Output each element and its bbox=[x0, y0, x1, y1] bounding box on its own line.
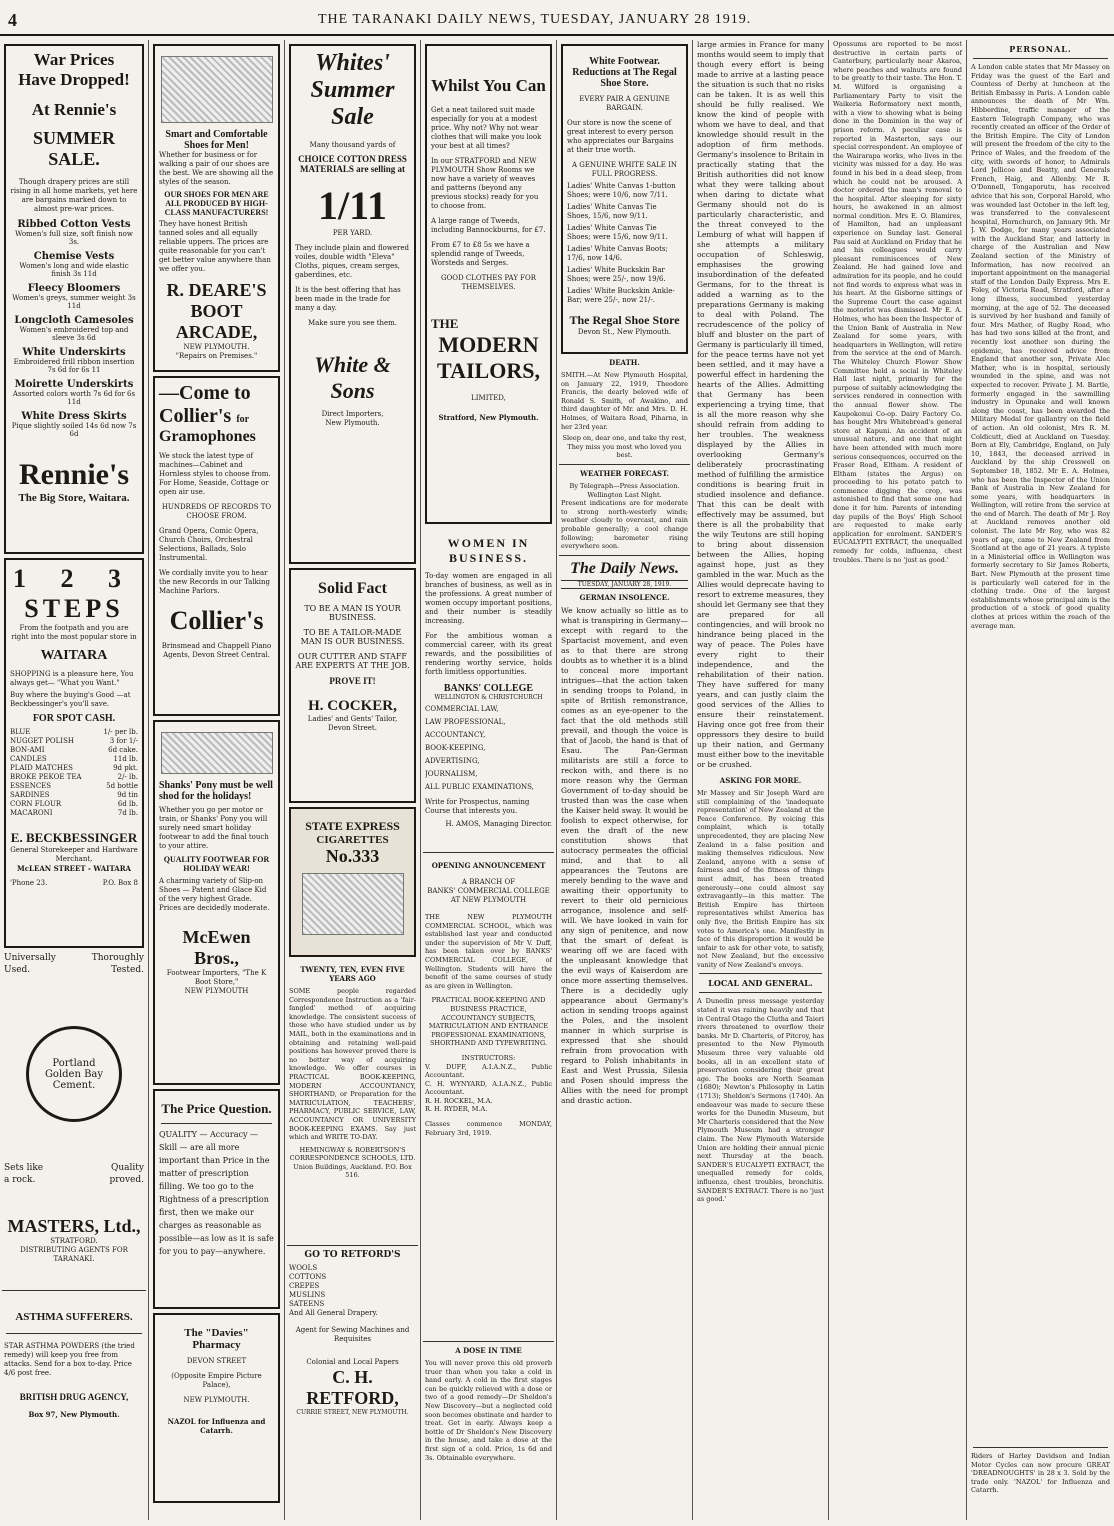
ad-text: Many thousand yards of bbox=[309, 141, 396, 149]
retford-item: CREPES bbox=[289, 1282, 320, 1290]
death-notice bbox=[561, 358, 688, 460]
price-item: BLUE bbox=[10, 728, 31, 736]
price-row bbox=[10, 755, 138, 764]
ad-subheading: EVERY PAIR A GENUINE BARGAIN. bbox=[579, 95, 670, 112]
ad-town: NEW PLYMOUTH. bbox=[183, 1396, 250, 1404]
ad-heading: A DOSE IN TIME bbox=[455, 1346, 522, 1355]
retford-item: WOOLS bbox=[289, 1264, 318, 1272]
ad-unit: PER YARD. bbox=[332, 229, 373, 237]
course-list bbox=[425, 705, 552, 792]
weather-forecast bbox=[561, 469, 688, 551]
ad-text: To-day women are engaged in all branches of business, as well as in the professions. A great number of women occupy important positions, and their number is steadily increasing. bbox=[425, 572, 552, 625]
sale-item-name: Longcloth Camesoles bbox=[14, 315, 134, 326]
ad-text: They have honest British tanned soles and all equally reliable uppers. The prices are quite reasonable for you can't get better value anywhere than we offer you. bbox=[159, 220, 271, 273]
ad-text: (Opposite Empire Picture Palace), bbox=[171, 1372, 262, 1389]
cocker-advert bbox=[289, 568, 416, 803]
ad-text: A BRANCH OF bbox=[461, 878, 516, 886]
ad-text: Thoroughly bbox=[91, 953, 144, 963]
sale-item-desc: Embroidered frill ribbon insertion 7s 6d for 6s 11 bbox=[13, 358, 135, 374]
price-row bbox=[10, 782, 138, 791]
price-row bbox=[10, 746, 138, 755]
sale-item-desc: Women's long and wide elastic finish 3s 11d bbox=[19, 262, 129, 278]
shoe-item-list bbox=[567, 182, 682, 305]
ad-heading: Whites' bbox=[315, 50, 390, 76]
cigarette-advert bbox=[289, 807, 416, 957]
ad-brand: BANKS' COLLEGE bbox=[443, 683, 534, 694]
ad-text: Used. bbox=[4, 965, 31, 975]
cigarette-pack-illustration bbox=[302, 873, 404, 935]
ad-text: AT NEW PLYMOUTH bbox=[450, 896, 527, 904]
ad-heading: The "Davies" Pharmacy bbox=[184, 1327, 249, 1351]
column-4 bbox=[421, 40, 556, 1520]
ad-heading: TWENTY, TEN, EVEN FIVE YEARS AGO bbox=[300, 965, 405, 983]
asthma-advert bbox=[4, 1311, 144, 1419]
ad-subheading: QUALITY FOOTWEAR FOR HOLIDAY WEAR! bbox=[163, 855, 270, 873]
section-heading: DEATH. bbox=[609, 358, 640, 367]
column-6 bbox=[693, 40, 828, 1520]
sale-item-name: Moirette Underskirts bbox=[14, 379, 134, 390]
ad-heading: ASTHMA SUFFERERS. bbox=[15, 1311, 133, 1323]
dose-advert bbox=[425, 1346, 552, 1462]
sale-item-name: White Underskirts bbox=[22, 347, 126, 358]
ad-text: Quality bbox=[111, 1163, 144, 1173]
ad-text: Write for Prospectus, naming Course that interests you. bbox=[425, 798, 530, 815]
editorial-continued: large armies in France for many months would seem to imply that though every effort is being made to arrive at a lasting peace the situation is such that no risks can be taken. It is as well this should be fully realised. We know the kind of people with whom we have to deal, and that knowledge should result in the adoption of firm methods. Germany's insolence to Britain in practically stating that the British authorities did not know what they were talking about when daring to dictate what Germany should not do is particularly characteristic, and the threat conveyed to the Lemburg of what will happen if she attempts a military occupation of Schleswig, emphasises the growing insubordination of the defeated Germans, for to the threat is added a warning as to the preparations Germany is making to deal with Poland. The recrudescence of the policy of bluff and bluster on the part of Germany is particularly ill timed, for the peace terms have not yet been settled, and it may have a powerful effect in hardening the hearts of the Allies. Admitting that Germany has been experiencing a trying time, that is all the more reason why she should refrain from adding to her troubles. The weakness displayed by the Allies in overlooking Germany's deliberately procrastinating method of fulfilling the armistice conditions is bearing fruit in studied insolence and defiance. That this can be dealt with effectively may be assumed, but there is all the probability that the wily Teutons are still hoping to bring about dissension between the Allies, hoping against hope, just as they gambled in the war. Much as the Allies would deprecate having to resort to extreme measures, they should let Germany see that they are prepared for all contingencies, and will brook no hindrance being placed in the way of peace. The Poles have every right to their independence, and the rehabilitation of their nation. They have suffered for many years, and can justly claim the good services of the Allies to ensure their reinstatement. Having once got free from their oppressors they desire to build up their nation, and Germany must either bow to the inevitable or be crushed. bbox=[697, 40, 824, 769]
colliers-advert bbox=[153, 376, 280, 716]
sale-item-name: Chemise Vests bbox=[33, 251, 115, 262]
ad-text: It is the best offering that has been made in the trade for many a day. bbox=[295, 286, 401, 312]
ad-text: WELLINGTON & CHRISTCHURCH bbox=[434, 694, 543, 701]
ad-intro: Though drapery prices are still rising in all home markets, yet here are bargains marked down to almost pre-war prices. bbox=[10, 178, 138, 213]
page-number: 4 bbox=[8, 10, 18, 30]
ad-text: "Repairs on Premises." bbox=[175, 352, 258, 360]
ad-text: Tested. bbox=[111, 965, 144, 975]
ad-text: TO BE A MAN IS YOUR BUSINESS. bbox=[304, 604, 401, 622]
ad-name: C. H. RETFORD, bbox=[306, 1367, 399, 1408]
ad-text: QUALITY — Accuracy — Skill — are all more important than Price in the matter of prescription filling. We too go to the Rightness of a prescription first, then we make our charges as reasonable as possible—as low as it is safe for you to pay—anywhere. bbox=[159, 1130, 274, 1256]
divider bbox=[423, 1341, 554, 1342]
course-item: JOURNALISM, bbox=[425, 770, 478, 778]
ad-text: Whether for business or for walking a pair of our shoes are the best. We are showing all the styles of the season. bbox=[159, 151, 274, 186]
ad-text: SHOPPING is a pleasure here, You always get— "What you Want." bbox=[10, 670, 134, 687]
ad-town: NEW PLYMOUTH. bbox=[183, 343, 250, 351]
ad-brand: BANKS' COMMERCIAL COLLEGE bbox=[427, 887, 550, 895]
phone: 'Phone 23. bbox=[10, 879, 48, 887]
sale-item-desc: Women's embroidered top and sleeve 3s 6d bbox=[19, 326, 129, 342]
sale-item-desc: Pique slightly soiled 14s 6d now 7s 6d bbox=[11, 422, 137, 438]
course-item: BOOK-KEEPING, bbox=[425, 744, 486, 752]
section-heading: ASKING FOR MORE. bbox=[719, 776, 802, 785]
course-item: ACCOUNTANCY, bbox=[425, 731, 486, 739]
section-heading: LOCAL AND GENERAL. bbox=[708, 978, 813, 989]
retford-item: And All General Drapery. bbox=[289, 1309, 378, 1317]
sale-item-desc: Assorted colors worth 7s 6d for 6s 11d bbox=[12, 390, 136, 406]
ad-address: Devon Street. bbox=[328, 724, 377, 732]
ad-text: We cordially invite you to hear the new Records in our Talking Machine Parlors. bbox=[159, 569, 271, 595]
price-item: BON-AMI bbox=[10, 746, 45, 754]
divider bbox=[2, 1290, 146, 1291]
ad-heading: The Price Question. bbox=[161, 1101, 272, 1116]
price-value: 2/- lb. bbox=[117, 773, 138, 781]
pobox: P.O. Box 8 bbox=[102, 879, 138, 887]
ad-text: HEMINGWAY & ROBERTSON'S CORRESPONDENCE SCHOOLS, LTD. bbox=[289, 1145, 416, 1163]
sale-item-name: Ribbed Cotton Vests bbox=[17, 219, 131, 230]
divider bbox=[559, 464, 690, 465]
shoe-item: Ladies' White Buckskin Bar Shoes; were 25/-, now 19/6. bbox=[567, 266, 666, 283]
shoe-item: Ladies' White Buckskin Ankle-Bar; were 25/-, now 21/-. bbox=[567, 287, 675, 304]
ad-brand: STATE EXPRESS bbox=[305, 819, 400, 833]
ad-heading: for bbox=[236, 414, 250, 425]
ad-town: New Plymouth. bbox=[325, 419, 380, 427]
ad-price: 1/11 bbox=[318, 183, 387, 228]
steps-advert bbox=[4, 558, 144, 948]
ad-text: GOOD CLOTHES PAY FOR THEMSELVES. bbox=[440, 274, 537, 291]
regal-shoe-advert bbox=[561, 44, 688, 354]
ad-heading: Smart and Comfortable Shoes for Men! bbox=[165, 129, 268, 151]
section-heading: WEATHER FORECAST. bbox=[580, 468, 669, 478]
price-item: CANDLES bbox=[10, 755, 47, 763]
ad-text: Whether you go per motor or train, or Shanks' Pony you will surely need smart holiday footwear to add the final touch to your attire. bbox=[159, 806, 269, 850]
ad-subheading: HUNDREDS OF RECORDS TO CHOOSE FROM. bbox=[161, 503, 272, 520]
ad-text: They include plain and flowered voiles, double width "Eleva" Cloths, piques, cream serges, gaberdines, etc. bbox=[295, 244, 410, 279]
price-row bbox=[10, 764, 138, 773]
ad-name: McEwen Bros., bbox=[182, 927, 251, 968]
ad-name: H. COCKER, bbox=[308, 698, 397, 714]
ad-text: Universally bbox=[4, 953, 56, 963]
price-row bbox=[10, 737, 138, 746]
ad-text: Footwear Importers, "The K Boot Store," bbox=[166, 969, 267, 986]
whites-advert bbox=[289, 44, 416, 564]
sale-item-desc: Women's full size, soft finish now 3s. bbox=[15, 230, 133, 246]
article-text: Riders of Harley Davidson and Indian Motor Cycles can now procure GREAT 'DREADNOUGHTS' in 28 x 3. Sold by the trade only. 'NAZOL' for Influenza and Catarrh. bbox=[971, 1452, 1110, 1495]
ad-brand: MODERN bbox=[438, 332, 539, 357]
shoe-item: Ladies' White Canvas Tie Shoes, 15/6, now 9/11. bbox=[567, 203, 657, 220]
seal-line: Portland bbox=[52, 1057, 96, 1069]
course-item: LAW PROFESSIONAL, bbox=[425, 718, 506, 726]
ad-text: From £7 to £8 5s we have a splendid range of Tweeds, Worsteds and Serges. bbox=[431, 241, 530, 267]
ad-text: STRATFORD. bbox=[50, 1237, 98, 1245]
ad-text: Ladies' and Gents' Tailor, bbox=[307, 715, 398, 723]
shoe-item: Ladies' White Canvas Boots; 17/6, now 14/6. bbox=[567, 245, 668, 262]
modern-tailors-advert bbox=[425, 44, 552, 524]
price-value: 7d lb. bbox=[117, 809, 138, 817]
editorial-date: TUESDAY, JANUARY 28, 1919. bbox=[561, 580, 688, 589]
column-1 bbox=[0, 40, 148, 1520]
retford-list bbox=[289, 1264, 416, 1318]
ad-name: ARCADE, bbox=[175, 322, 258, 342]
ad-text: THE NEW PLYMOUTH COMMERCIAL SCHOOL, which was established last year and conducted under the supervision of Mr V. Duff, has been taken over by BANKS' COMMERCIAL COLLEGE, of Wellington. Students will have the benefit of the same courses of study as are given in Wellington. bbox=[425, 913, 552, 990]
rennie-tagline: The Big Store, Waitara. bbox=[18, 492, 130, 504]
ad-number: No.333 bbox=[325, 846, 380, 866]
ad-subheading: OUR SHOES FOR MEN ARE ALL PRODUCED BY HIGH-CLASS MANUFACTURERS! bbox=[164, 190, 269, 217]
ad-text: For the ambitious woman a commercial career, with its great rewards, and the possibilities of rendering worthy service, holds forth limitless opportunities. bbox=[425, 632, 552, 676]
ad-heading: SUMMER SALE. bbox=[33, 128, 115, 169]
ad-text: SOME people regarded Correspondence Instruction as a 'fair-fangled' method of acquiring knowledge. The consistent success of those who have studied under us by MAIL, both in the examinations and in obtaining and retaining well-paid positions has however proved there is no better way of acquiring knowledge. We offer courses in PRACTICAL BOOK-KEEPING, MODERN ACCOUNTANCY, SHORTHAND, or Preparation for the MATRICULATION, TEACHERS', PHARMACY, PUBLIC SERVICE, LAW, ACCOUNTANCY OR UNIVERSITY BOOK-KEEPING EXAMS. Say just which and WRITE TO-DAY. bbox=[289, 987, 416, 1142]
ad-text: We stock the latest type of machines—Cabinet and Hornless styles to choose from. For Home, Seaside, Cottage or open air use. bbox=[159, 452, 271, 496]
ad-subheading: CHOICE COTTON DRESS MATERIALS are selling at bbox=[298, 154, 407, 174]
ad-text: You will never prove this old proverb truer than when you take a cold in hand early. A cold in the first stages can be quickly relieved with a dose or two of a good remedy—Dr Sheldon's New Discovery—but a neglected cold soon becomes obstinate and harder to treat. Get in early. Always keep a bottle of Dr Sheldon's New Discovery in the house, and take a dose at the first sign of a cold. Price, 1s 6d and 3s. Obtainable everywhere. bbox=[425, 1359, 552, 1462]
shoe-illustration bbox=[161, 732, 273, 774]
ad-text: Direct Importers, bbox=[321, 410, 384, 418]
ad-text: TO BE A TAILOR-MADE MAN IS OUR BUSINESS. bbox=[300, 628, 405, 646]
section-heading: PERSONAL. bbox=[1009, 44, 1072, 54]
price-item: ESSENCES bbox=[10, 782, 52, 790]
editorial-text: We know actually so little as to what is transpiring in Germany—except with regard to the Spartacist movement, and even as to that there are strong doubts as to whether it is a blind to conceal more important intrigues—that the action taken in sending troops to Poland, in spite of British remonstrance, comes as an eye-opener to the fact that the old methods still prevail, and though the voice is that of Jacob, the hand is that of Esau. The Pan-German militarists are still a force to reckon with, and there is no more reason why the German Government of to-day should be trusted than was the case when the Kaiser held sway. It would be foolish to expect otherwise, for even the draft of the new constitution shows that autocracy permeates the official mind, and that to all appearances the Teutons are merely bending to the wave and awaiting their opportunity to revert to their old pernicious arrogance, insolence and self-will. We have looked in vain for any sign of penitence, and now that the smart of defeat is wearing off we are faced with the unpleasant knowledge that the evil ways of Kaiserdom are once more asserting themselves. There is a decidedly ugly appearance about Germany's action in sending troops against the Poles, and the insolent manner in which surprise is expressed that she should refrain from provocation with regard to Polish inhabitants in East and West Prussia, Silesia and Posen should impress the Allies with the need for prompt and drastic action. bbox=[561, 605, 688, 1105]
ad-subheading: A GENUINE WHITE SALE IN FULL PROGRESS. bbox=[571, 161, 678, 178]
ad-heading: OPENING ANNOUNCEMENT bbox=[431, 861, 546, 870]
price-value: 11d lb. bbox=[113, 755, 138, 763]
divider bbox=[423, 852, 554, 853]
ad-heading: 1 2 3 bbox=[13, 564, 135, 593]
opening-advert bbox=[425, 857, 552, 1337]
ad-heading: Shanks' Pony must be well shod for the holidays! bbox=[159, 780, 273, 802]
price-row bbox=[10, 800, 138, 809]
instructor-name: R. H. ROCKEL, M.A. bbox=[425, 1096, 493, 1105]
course-item: COMMERCIAL LAW, bbox=[425, 705, 499, 713]
editorial bbox=[561, 560, 688, 1106]
article-text: Mr Massey and Sir Joseph Ward are still complaining of the 'inadequate representation' of New Zealand at the Peace Conference. By voicing this complaint, which is totally unprecedented, they are placing New Zealand in a false position and making themselves ridiculous. New Zealand, anyone with a sense of fairness and of the fitness of things must admit, has been treated generously—one could almost say extravagantly—in this matter. The British Empire has thirteen representatives whilst America has only five, the British Empire has six votes to America's one. Manifestly in face of this disproportion it would be unfair to ask for other vote, to satisfy, not New Zealand, but the excessive vanity of New Zealand's envoys. bbox=[697, 789, 824, 969]
shoe-illustration bbox=[161, 56, 273, 123]
ad-heading: Collier's bbox=[159, 405, 232, 427]
instructor-name: C. H. WYNYARD, A.I.A.N.Z., Public Accountant. bbox=[425, 1079, 552, 1097]
seal-line: Golden Bay bbox=[44, 1068, 104, 1080]
ad-text: OUR CUTTER AND STAFF ARE EXPERTS AT THE JOB. bbox=[295, 652, 410, 670]
divider bbox=[973, 58, 1108, 59]
forecast-text: Present indications are for moderate to strong north-westerly winds; weather cloudy to overcast, and rain probable generally; a cool change following; barometer rising everywhere soon. bbox=[561, 499, 688, 551]
newspaper-nameplate: The Daily News. bbox=[570, 559, 679, 577]
retford-item: MUSLINS bbox=[289, 1291, 326, 1299]
ad-heading: Whilst You Can bbox=[431, 76, 546, 95]
ad-heading: At Rennie's bbox=[31, 100, 117, 119]
price-row bbox=[10, 791, 138, 800]
ad-heading: STEPS bbox=[24, 594, 124, 623]
sale-item-name: Fleecy Bloomers bbox=[27, 283, 121, 294]
divider bbox=[161, 1123, 272, 1124]
ad-heading: Summer bbox=[310, 77, 395, 103]
instructor-name: R. H. RYDER, M.A. bbox=[425, 1105, 488, 1114]
rennie-item-list bbox=[10, 219, 138, 438]
cement-seal bbox=[26, 1026, 122, 1122]
sale-item-name: White Dress Skirts bbox=[21, 411, 127, 422]
ad-heading: Sale bbox=[331, 104, 374, 130]
deare-advert bbox=[153, 44, 280, 372]
ad-heading: Gramophones bbox=[159, 428, 256, 445]
cement-advert bbox=[4, 952, 144, 1286]
divider bbox=[6, 1333, 142, 1334]
ad-text: Agent for Sewing Machines and Requisites bbox=[295, 1326, 410, 1343]
price-list bbox=[10, 728, 138, 818]
ad-text: STAR ASTHMA POWDERS (the tried remedy) will keep you free from attacks. Send for a box to-day. Price 4/6 post free. bbox=[4, 1342, 135, 1377]
column-3 bbox=[285, 40, 420, 1520]
column-8 bbox=[967, 40, 1114, 1520]
ad-name: BRITISH DRUG AGENCY, bbox=[19, 1392, 129, 1402]
ad-text: Grand Opera, Comic Opera, Church Choirs, Orchestral Selections, Ballads, Solo Instrumental. bbox=[159, 527, 259, 562]
ad-text: Get a neat tailored suit made especially for you at a modest price. Why not? Why not wear clothes that will make you look your best at all times? bbox=[431, 106, 542, 150]
banks-advert bbox=[425, 528, 552, 848]
notice-verse: Sleep on, dear one, and take thy rest, They miss you most who loved you best. bbox=[562, 434, 687, 460]
price-item: NUGGET POLISH bbox=[10, 737, 74, 745]
column-5 bbox=[557, 40, 692, 1520]
ad-heading: White Footwear. Reductions at The Regal Shoe Store. bbox=[572, 56, 677, 89]
ad-address: Union Buildings, Auckland. P.O. Box 516. bbox=[293, 1162, 412, 1180]
davies-advert bbox=[153, 1313, 280, 1503]
price-item: PLAID MATCHES bbox=[10, 764, 73, 772]
ad-text: INSTRUCTORS: bbox=[461, 1053, 516, 1062]
retford-item: COTTONS bbox=[289, 1273, 327, 1281]
ad-address: Devon St., New Plymouth. bbox=[577, 328, 672, 336]
ad-text: A large range of Tweeds, including Bannockburns, for £7. bbox=[431, 217, 546, 234]
shoe-item: Ladies' White Canvas Tie Shoes; were 15/6, now 9/11. bbox=[567, 224, 668, 241]
price-question-advert bbox=[153, 1089, 280, 1309]
notice-text: SMITH.—At New Plymouth Hospital, on January 22, 1919, Theodore Francis, the dearly beloved wife of Ronald S. Smith, of Awakino, and third daughter of Mr. and Mrs. D. H. Holmes, of Waitara Road, Piharna, in her 23rd year. bbox=[561, 371, 688, 431]
ad-text: Sets like bbox=[4, 1163, 44, 1173]
ad-name: E. BECKBESSINGER bbox=[10, 830, 138, 845]
ad-brand: The Regal Shoe Store bbox=[569, 313, 680, 327]
course-item: ADVERTISING, bbox=[425, 757, 480, 765]
ad-name: BOOT bbox=[190, 301, 243, 321]
ad-heading: —Come to bbox=[159, 382, 251, 404]
ad-text: PROVE IT! bbox=[329, 676, 376, 686]
ad-brand: Collier's bbox=[169, 606, 264, 635]
price-value: 6d cake. bbox=[108, 746, 138, 754]
ad-text: A charming variety of Slip-on Shoes — Patent and Glace Kid of the very highest Grade. Prices are decidedly moderate. bbox=[159, 877, 270, 912]
ad-text: From the footpath and you are right into the most popular store in bbox=[11, 624, 137, 641]
column-7 bbox=[829, 40, 966, 1520]
masthead bbox=[0, 0, 1114, 30]
ad-text: NAZOL for Influenza and Catarrh. bbox=[167, 1417, 266, 1435]
mcewen-advert bbox=[153, 720, 280, 1085]
divider bbox=[699, 992, 822, 993]
ad-heading: War Prices bbox=[33, 50, 115, 69]
ad-heading: WOMEN IN BUSINESS. bbox=[447, 536, 530, 565]
ad-text: LIMITED, bbox=[471, 394, 506, 402]
retford-item: SATEENS bbox=[289, 1300, 325, 1308]
ad-brand: THE bbox=[431, 316, 459, 331]
ad-text: Classes commence MONDAY, February 3rd, 1919. bbox=[425, 1120, 552, 1137]
ad-name: MASTERS, Ltd., bbox=[7, 1216, 141, 1236]
ad-address: DEVON STREET bbox=[186, 1357, 247, 1365]
article-text: A Dunedin press message yesterday stated it was raining heavily and that in Central Otago the Clutha and Taieri rivers threatened to overflow their banks. Mr D. Charteris, of Pitcroy, has presented to the New Plymouth Museum three very valuable old books, all in an excellent state of preservation considering their great age. The books are North Seaman (1680); Newton's Philosophy in Latin (1713); Sheldon's Sermons (1740). An endeavour was made to secure these works for the Dunedin Museum, but Mr Charteris considered that the New Plymouth Museum had a stronger claim. The New Plymouth Waterside Union are holding their annual picnic next Thursday at the beach. SANDER'S EUCALYPTI EXTRACT, the unequalled remedy for colds, influenza, chest troubles, bronchitis. SANDER'S EXTRACT. There is no 'just as good.' bbox=[697, 997, 824, 1204]
sale-item-desc: Women's greys, summer weight 3s 11d bbox=[12, 294, 136, 310]
column-2 bbox=[149, 40, 284, 1520]
divider bbox=[559, 555, 690, 556]
price-item: MACARONI bbox=[10, 809, 53, 817]
editorial-heading: GERMAN INSOLENCE. bbox=[579, 592, 670, 602]
price-item: SARDINES bbox=[10, 791, 50, 799]
instructor-name: V. DUFF, A.I.A.N.Z., Public Accountant. bbox=[425, 1062, 552, 1080]
seal-line: Cement. bbox=[52, 1079, 96, 1091]
divider bbox=[287, 1245, 418, 1246]
ad-text: General Storekeeper and Hardware Merchant, bbox=[10, 846, 138, 863]
ad-text: Our store is now the scene of great interest to every person who appreciates our Bargains at their true worth. bbox=[567, 119, 674, 154]
ad-heading: GO TO RETFORD'S bbox=[304, 1250, 401, 1260]
ad-text: proved. bbox=[109, 1175, 144, 1185]
price-row bbox=[10, 773, 138, 782]
ad-town: NEW PLYMOUTH bbox=[184, 987, 249, 995]
ad-text: Colonial and Local Papers bbox=[306, 1358, 399, 1366]
retford-advert bbox=[289, 1250, 416, 1416]
course-item: ALL PUBLIC EXAMINATIONS, bbox=[425, 783, 534, 791]
ad-name: R. DEARE'S bbox=[166, 280, 267, 300]
ad-text: In our STRATFORD and NEW PLYMOUTH Show Rooms we now have a variety of weaves and patterns (beyond any previous stocks) ready for you to choose from. bbox=[431, 157, 539, 210]
article-text: A London cable states that Mr Massey on Friday was the guest of the Earl and Countess of Derby at luncheon at the British Embassy in Paris. A London cable announces the death of Mr Wm. Hibberdine, traffic manager of the Eastern Telegraph Company, who was recently created an officer of the Order of the British Empire. The City of London will present the freedom of the city to the Prince of Wales, and the freedom of the city, with swords of honor, to Admirals Lord Jellicoe and Beatty, and Generals French, Haig, and Allenby. Mr R. O'Donnell, Tongaporutu, has received advice that his son, Corporal Harold, who was wounded last October in the left leg, was transferred to the convalescent hospital, Hornchurch, on January 9th. Mr J. W. Dodge, for many years associated with the Auckland Star, and latterly in charge of the Australian and New Zealand section of the Ministry of Information, has now received an important appointment on the managerial staff of the London Daily Express. Mrs E. Foley, of Victoria Road, Stratford, after a long illness, succumbed yesterday morning, at the age of 52. The deceased is survived by her husband and family of four. Mrs Mather, of Rugby Road, who has had two sons killed at the front, and recently lost another son during the epidemic, has received advice from England that another son, Private Alec Mather, who is in hospital, seriously wounded in the spine, and was not expected to recover. Private J. M. Bartle, formerly engaged in the sawmilling industry in Opunake and well known along the coast, has been awarded the Military Medal for gallantry on the field of action. An old colonist, Mrs R. M. Coldicutt, died at Auckland on Tuesday. Born at Ely, Cambridge, England, on July 10, 1843, the deceased arrived in Auckland by the ship Cresswell on September 18, 1852. Mr E. A. Holmes, who has been the Inspector of the Union Bank of Australia in New Zealand for some years, with headquarters in Wellington, will retire from the service at the end of March. The death of Mr J. Roy at Auckland removes another old colonist. The late Mr Roy, who was 82 years of age, came to New Zealand from Scotland at the age of 21 years. A typiste in a Ministerial office in Wellington was formerly secretary to Sir James Roberts, Bart. New Plymouth at the present time is particularly well catered for in the clothing trade. One of the largest establishments whose principal aim is the production of a stock of good quality clothes at prices within the reach of the average man. bbox=[971, 63, 1110, 630]
masthead-rule bbox=[0, 34, 1114, 36]
ad-text: Make sure you see them. bbox=[307, 319, 398, 327]
ago-advert bbox=[289, 961, 416, 1241]
ad-text: Stratford, New Plymouth. bbox=[438, 413, 539, 422]
divider bbox=[973, 1447, 1108, 1448]
ad-text: Brinsmead and Chappell Piano Agents, Devon Street Central. bbox=[161, 642, 272, 659]
ad-sign: H. AMOS, Managing Director. bbox=[445, 820, 552, 828]
price-value: 9d tin bbox=[117, 791, 138, 799]
ad-heading: Have Dropped! bbox=[18, 70, 130, 89]
ad-text: a rock. bbox=[4, 1175, 36, 1185]
price-row bbox=[10, 728, 138, 737]
forecast-byline: By Telegraph—Press Association. Wellington Last Night. bbox=[569, 481, 680, 499]
rennie-advert bbox=[4, 44, 144, 554]
rennie-brand: Rennie's bbox=[18, 458, 129, 491]
price-item: BROKE PEKOE TEA bbox=[10, 773, 82, 781]
ad-text: DISTRIBUTING AGENTS FOR TARANAKI. bbox=[20, 1246, 128, 1263]
ad-text: PRACTICAL BOOK-KEEPING AND BUSINESS PRACTICE, ACCOUNTANCY SUBJECTS, MATRICULATION AND ENTRANCE PROFESSIONAL EXAMINATIONS, SHORTHAND AND TYPEWRITING. bbox=[428, 996, 549, 1048]
instructor-list bbox=[425, 1063, 552, 1115]
ad-subheading: CIGARETTES bbox=[316, 834, 389, 846]
ad-subheading: FOR SPOT CASH. bbox=[32, 713, 116, 724]
price-value: 3 for 1/- bbox=[109, 737, 138, 745]
ad-town: WAITARA bbox=[40, 648, 108, 663]
newspaper-title: THE TARANAKI DAILY NEWS, TUESDAY, JANUARY 28 1919. bbox=[318, 12, 752, 27]
ad-heading: Solid Fact bbox=[318, 580, 387, 597]
ad-address: Box 97, New Plymouth. bbox=[28, 1410, 120, 1419]
price-value: 1/- per lb. bbox=[103, 728, 138, 736]
article-text: Opossums are reported to be most destructive in certain parts of Canterbury, particularly near Akaroa, where peaches and walnuts are found to be greatly to their taste. The Hon. T. M. Wilford is organising a Parliamentary Party to visit the Waikeria Reformatory next month, with a view to showing what is being done in the Dominion in the way of prison reform. A peculiar case is reported in Masterton, says our special correspondent. An employee of the Wairarapa works, who lives in the vicinity was missed for a day. He was found in his bed in a dead sleep, from which he could not be aroused. A doctor ordered the man's removal to the hospital. After sleeping for sixty hours, he awakened in an almost normal condition. Mrs E. O. Blamires, of Hamilton, had an unpleasant experience on Sunday last. General Pau said at Auckland on Friday that he and his colleagues would carry pleasant reminiscences of New Zealand. He had gained love and admiration for its people, and he could not find words to express what was in his heart. At the Gisborne sittings of the Supreme Court the case against the motorist was dismissed. Mr E. A. Holmes, who has been the Inspector of the Union Bank of Australia in New Zealand for some years, with headquarters in Wellington, will retire from the service at the end of March. The Whiteley Church Flower Show Committee held a social in Whiteley Hall last night, primarily for the purpose of suitably acknowledging the services rendered in connection with the annual flower show. The Kaupokonui Co-op. Dairy Factory Co. has bought Mrs Whitebread's general store at Kapuni. An accident of an unusual nature, and one that might have been attended with much more serious consequences, occurred on the Fraser Road, Eltham. A resident of Eltham (states the Argus) on proceeding to his potato patch to commence digging the crop, was astonished to find that some one had done it for him. Parents of intending day pupils of the Boys' High School are requested to make early application for enrolment. SANDER'S EUCALYPTI EXTRACT, the unequalled remedy for colds, influenza, chest troubles. There is no 'just as good.' bbox=[833, 40, 962, 564]
price-value: 5d bottle bbox=[106, 782, 138, 790]
contact-row bbox=[10, 879, 138, 888]
shoe-item: Ladies' White Canvas 1-button Shoes; were 10/6, now 7/11. bbox=[567, 182, 676, 199]
price-row bbox=[10, 809, 138, 818]
ad-text: Buy where the buying's Good —at Beckbessinger's you'll save. bbox=[10, 691, 131, 708]
ad-address: McLEAN STREET - WAITARA bbox=[17, 864, 131, 873]
price-value: 9d pkt. bbox=[113, 764, 138, 772]
ad-brand: White & Sons bbox=[314, 352, 391, 403]
price-item: CORN FLOUR bbox=[10, 800, 62, 808]
ad-brand: TAILORS, bbox=[437, 358, 540, 383]
divider bbox=[699, 973, 822, 974]
price-value: 6d lb. bbox=[117, 800, 138, 808]
ad-address: CURRIE STREET, NEW PLYMOUTH. bbox=[296, 1409, 409, 1416]
